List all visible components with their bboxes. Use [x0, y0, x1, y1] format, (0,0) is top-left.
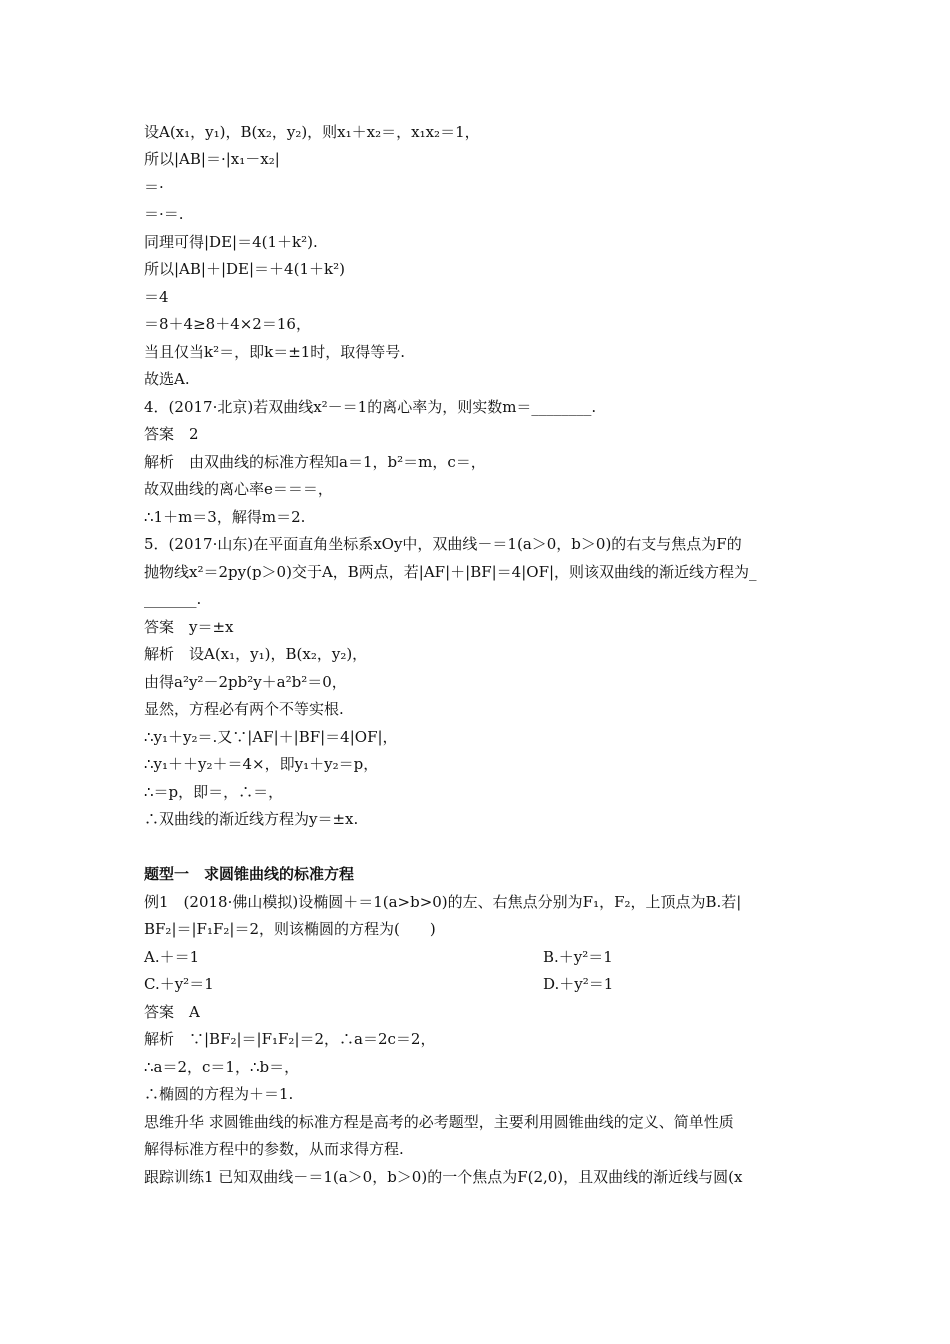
- option-a: A.＋＝1: [144, 948, 200, 966]
- text-line: 故双曲线的离心率e＝＝＝，: [144, 480, 333, 498]
- text-line: ∴椭圆的方程为＋＝1.: [144, 1085, 294, 1103]
- text-line: ∴1＋m＝3，解得m＝2.: [144, 508, 306, 526]
- text-line: 抛物线x²＝2py(p＞0)交于A，B两点，若|AF|＋|BF|＝4|OF|，则该双曲线的渐近线方程为_: [144, 563, 757, 581]
- option-d: D.＋y²＝1: [543, 975, 614, 993]
- section-heading: 题型一 求圆锥曲线的标准方程: [144, 865, 355, 883]
- text-line: 当且仅当k²＝，即k＝±1时，取得等号.: [144, 343, 406, 361]
- text-line: ∴y₁＋y₂＝.又∵|AF|＋|BF|＝4|OF|，: [144, 728, 398, 746]
- text-line: 故选A.: [144, 370, 190, 388]
- text-line: 所以|AB|＋|DE|＝＋4(1＋k²): [144, 260, 345, 278]
- summary-line: 思维升华 求圆锥曲线的标准方程是高考的必考题型，主要利用圆锥曲线的定义、简单性质: [144, 1113, 734, 1131]
- text-line: 设A(x₁，y₁)，B(x₂，y₂)，则x₁＋x₂＝，x₁x₂＝1，: [144, 123, 480, 141]
- text-line: ∴a＝2，c＝1，∴b＝，: [144, 1058, 300, 1076]
- text-line: BF₂|＝|F₁F₂|＝2，则该椭圆的方程为( ): [144, 920, 436, 938]
- question-4: 4．(2017·北京)若双曲线x²－＝1的离心率为，则实数m＝________.: [144, 398, 597, 416]
- text-line: ＝8＋4≥8＋4×2＝16，: [144, 315, 311, 333]
- question-5: 5．(2017·山东)在平面直角坐标系xOy中，双曲线－＝1(a＞0，b＞0)的右支与焦点为F的: [144, 535, 742, 553]
- text-line: ∴＝p，即＝，∴＝，: [144, 783, 284, 801]
- practice-1: 跟踪训练1 已知双曲线－＝1(a＞0，b＞0)的一个焦点为F(2,0)，且双曲线的渐近线与圆(x: [144, 1168, 743, 1186]
- analysis-line: 解析 ∵|BF₂|＝|F₁F₂|＝2，∴a＝2c＝2，: [144, 1030, 436, 1048]
- analysis-line: 解析 由双曲线的标准方程知a＝1，b²＝m，c＝，: [144, 453, 486, 471]
- answer-line: 答案 y＝±x: [144, 618, 234, 636]
- option-c: C.＋y²＝1: [144, 975, 214, 993]
- text-line: ∴y₁＋＋y₂＋＝4×，即y₁＋y₂＝p，: [144, 755, 379, 773]
- text-line: ∴双曲线的渐近线方程为y＝±x.: [144, 810, 359, 828]
- text-line: 同理可得|DE|＝4(1＋k²).: [144, 233, 318, 251]
- text-line: ＝·＝.: [144, 205, 184, 223]
- text-line: ＝·: [144, 178, 164, 196]
- text-line: 由得a²y²－2pb²y＋a²b²＝0，: [144, 673, 347, 691]
- text-line: 所以|AB|＝·|x₁－x₂|: [144, 150, 280, 168]
- text-line: _______.: [144, 590, 202, 608]
- option-row: [144, 974, 824, 994]
- example-1: 例1 (2018·佛山模拟)设椭圆＋＝1(a>b>0)的左、右焦点分别为F₁，F₂，上顶点为B.若|: [144, 893, 742, 911]
- answer-line: 答案 2: [144, 425, 199, 443]
- text-line: 显然，方程必有两个不等实根.: [144, 700, 344, 718]
- answer-line: 答案 A: [144, 1003, 200, 1021]
- analysis-line: 解析 设A(x₁，y₁)，B(x₂，y₂)，: [144, 645, 368, 663]
- option-b: B.＋y²＝1: [543, 948, 613, 966]
- summary-line: 解得标准方程中的参数，从而求得方程.: [144, 1140, 404, 1158]
- text-line: ＝4: [144, 288, 169, 306]
- option-row: [144, 947, 824, 967]
